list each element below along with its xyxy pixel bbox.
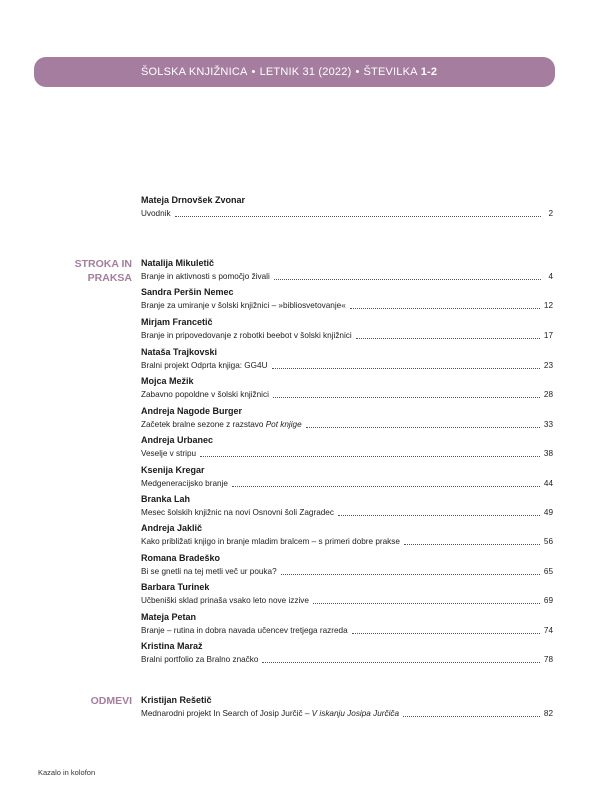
entry-page: 56 [543,537,553,546]
entry-author: Sandra Peršin Nemec [141,287,234,297]
entry-title: Branje in aktivnosti s pomočjo živali [141,272,270,281]
toc-entry[interactable] [141,257,553,282]
toc-entry[interactable] [141,405,553,430]
section-label-stroka-in-praksa: STROKA IN PRAKSA [74,258,132,284]
entry-author: Barbara Turinek [141,582,210,592]
entry-title-italic: V iskanju Josipa Jurčiča [311,709,400,718]
toc-entry[interactable] [141,552,553,577]
entry-page: 82 [543,709,553,718]
entry-author: Natalija Mikuletič [141,258,215,268]
entry-page: 78 [543,655,553,664]
dot-leader [313,602,540,604]
entry-title: Mednarodni projekt In Search of Josip Jurčič – V iskanju Josipa Jurčiča [141,709,400,718]
dot-leader [273,396,540,398]
entry-page: 17 [543,331,553,340]
separator-dot: • [251,66,256,78]
entry-author: Nataša Trajkovski [141,347,218,357]
entry-title: Učbeniški sklad prinaša vsako leto nove izzive [141,596,309,605]
journal-name: ŠOLSKA KNJIŽNICA [141,66,248,78]
entry-page: 28 [543,390,553,399]
entry-author: Andreja Urbanec [141,435,214,445]
entry-title: Začetek bralne sezone z razstavo Pot knjige [141,420,302,429]
entry-title: Branje – rutina in dobra navada učencev tretjega razreda [141,626,348,635]
entry-author: Romana Bradeško [141,553,221,563]
entry-title: Zabavno popoldne v šolski knjižnici [141,390,269,399]
dot-leader [338,514,540,516]
entry-author: Kristina Maraž [141,641,203,651]
entry-author: Kristijan Rešetič [141,695,212,705]
journal-volume: LETNIK 31 (2022) [259,66,352,78]
entry-author: Andreja Jaklič [141,523,203,533]
entry-row [141,208,553,219]
dot-leader [403,715,540,717]
entry-title: Kako približati knjigo in branje mladim bralcem – s primeri dobre prakse [141,537,400,546]
dot-leader [274,278,541,280]
entry-title: Bi se gnetli na tej metli več ur pouka? [141,567,277,576]
entry-title-italic: Pot knjige [265,420,302,429]
toc-entry[interactable] [141,464,553,489]
issue-number: 1-2 [420,66,438,78]
footer-note: Kazalo in kolofon [38,768,96,777]
toc-entry[interactable] [141,581,553,606]
entry-author: Ksenija Kregar [141,465,205,475]
section-label-odmevi: ODMEVI [90,695,132,707]
dot-leader [281,573,540,575]
issue-label: ŠTEVILKA [363,66,418,78]
toc-entry[interactable] [141,346,553,371]
entry-title: Uvodnik [141,209,171,218]
toc-entry-intro[interactable] [141,194,553,219]
toc-entry[interactable] [141,611,553,636]
entry-title: Branje za umiranje v šolski knjižnici – »bibliosvetovanje« [141,301,346,310]
entry-title: Bralni projekt Odprta knjiga: GG4U [141,361,268,370]
dot-leader [175,215,541,217]
entry-author: Mojca Mežik [141,376,194,386]
dot-leader [232,485,540,487]
entry-title: Medgeneracijsko branje [141,479,228,488]
entry-author: Andreja Nagode Burger [141,406,243,416]
toc-entry[interactable] [141,375,553,400]
toc-entry[interactable] [141,640,553,665]
dot-leader [352,632,540,634]
separator-dot: • [355,66,360,78]
entry-author: Mirjam Francetič [141,317,213,327]
entry-page: 4 [548,272,553,281]
entry-page: 69 [543,596,553,605]
dot-leader [404,543,540,545]
toc-entry-odmevi[interactable] [141,694,553,719]
dot-leader [262,661,539,663]
entry-title: Veselje v stripu [141,449,197,458]
entry-page: 12 [543,301,553,310]
entry-title: Mesec šolskih knjižnic na novi Osnovni šoli Zagradec [141,508,334,517]
dot-leader [356,337,540,339]
entry-author: Mateja Petan [141,612,197,622]
dot-leader [350,307,540,309]
entry-title: Branje in pripovedovanje z robotki beebot v šolski knjižnici [141,331,352,340]
toc-entry[interactable] [141,522,553,547]
entry-author: Branka Lah [141,494,191,504]
entry-page: 38 [543,449,553,458]
entry-title: Bralni portfolio za Bralno značko [141,655,259,664]
entry-page: 33 [543,420,553,429]
entry-page: 49 [543,508,553,517]
entry-author: Mateja Drnovšek Zvonar [141,195,246,205]
toc-entry[interactable] [141,493,553,518]
entry-page: 74 [543,626,553,635]
toc-entry[interactable] [141,434,553,459]
journal-header-banner [34,57,555,87]
entry-page: 2 [548,209,553,218]
entry-page: 65 [543,567,553,576]
dot-leader [306,426,540,428]
dot-leader [272,367,540,369]
toc-entry[interactable] [141,316,553,341]
toc-entry[interactable] [141,286,553,311]
entry-page: 44 [543,479,553,488]
entry-page: 23 [543,361,553,370]
dot-leader [200,455,540,457]
